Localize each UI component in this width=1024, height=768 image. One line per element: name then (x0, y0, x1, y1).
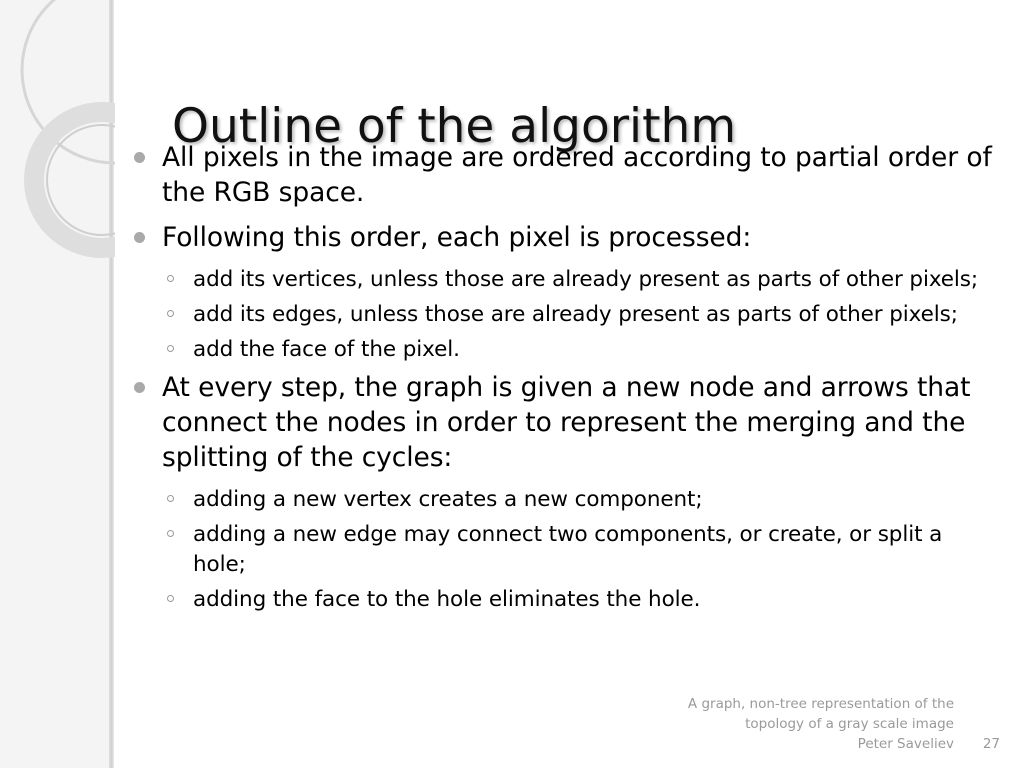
bullet-list (132, 140, 992, 620)
bullet-text: All pixels in the image are ordered according to partial order of the RGB space. (162, 142, 992, 208)
footer-title-line-1: A graph, non-tree representation of the (687, 696, 954, 712)
bullet-dot-icon (134, 382, 145, 393)
bullet-item (132, 220, 992, 255)
page-number: 27 (982, 736, 1000, 752)
sub-bullet-text: adding a new vertex creates a new component; (193, 487, 703, 512)
footer-author: Peter Saveliev (857, 736, 954, 752)
bullet-dot-icon (134, 232, 145, 243)
bullet-item (132, 140, 992, 210)
slide-footer (688, 694, 954, 754)
sub-bullet-text: add its vertices, unless those are already present as parts of other pixels; (193, 267, 979, 292)
sub-bullet-list (132, 265, 992, 365)
sub-bullet-item (162, 485, 992, 515)
sub-bullet-ring-icon (167, 495, 174, 502)
decorative-circles (0, 0, 115, 300)
sub-bullet-item (162, 585, 992, 615)
sub-bullet-text: add the face of the pixel. (193, 337, 460, 362)
sub-bullet-item (162, 520, 992, 580)
sub-bullet-ring-icon (167, 345, 174, 352)
sub-bullet-ring-icon (167, 310, 174, 317)
bullet-dot-icon (134, 152, 145, 163)
sub-bullet-ring-icon (167, 275, 174, 282)
sub-bullet-item (162, 300, 992, 330)
sub-bullet-text: adding the face to the hole eliminates the hole. (193, 587, 701, 612)
sub-bullet-item (162, 335, 992, 365)
sub-bullet-list (132, 485, 992, 615)
footer-title-line-2: topology of a gray scale image (745, 716, 954, 732)
sub-bullet-ring-icon (167, 530, 174, 537)
sub-bullet-item (162, 265, 992, 295)
bullet-text: Following this order, each pixel is processed: (162, 222, 752, 253)
sub-bullet-ring-icon (167, 595, 174, 602)
bullet-text: At every step, the graph is given a new node and arrows that connect the nodes in order to represent the merging and the splitting of the cycles: (162, 372, 971, 473)
bullet-item (132, 370, 992, 475)
sub-bullet-text: adding a new edge may connect two components, or create, or split a hole; (193, 522, 943, 577)
sub-bullet-text: add its edges, unless those are already present as parts of other pixels; (193, 302, 958, 327)
slide-title: Outline of the algorithm (172, 99, 737, 155)
